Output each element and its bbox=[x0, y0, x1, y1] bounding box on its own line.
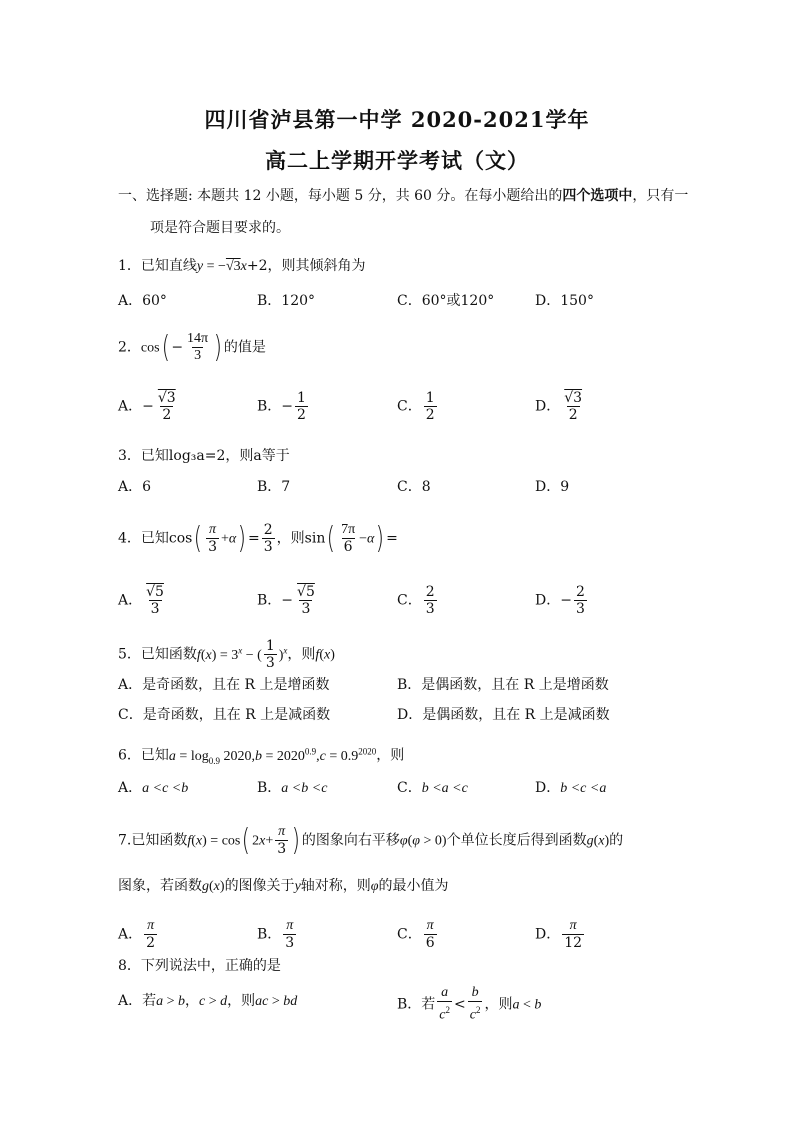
q7-line2-mid: 的图像关于 bbox=[224, 878, 295, 894]
q4-a-num: √5 bbox=[146, 584, 164, 600]
q4-b-minus: − bbox=[281, 592, 294, 609]
q4-b-frac bbox=[295, 584, 317, 617]
q4-6: 6 bbox=[343, 539, 353, 555]
q7-line2-mid2: 轴对称，则 bbox=[300, 878, 371, 894]
q4-plus-alpha: +α bbox=[221, 531, 237, 547]
q7-fx: f(x) = cos bbox=[187, 833, 241, 849]
q4-eq: = bbox=[248, 530, 260, 547]
q2-frac-den: 3 bbox=[194, 348, 202, 363]
q6-option-b[interactable] bbox=[257, 778, 327, 799]
q7-d-num: π bbox=[569, 918, 577, 933]
q1-stem-pre: 1．已知直线 bbox=[118, 258, 197, 274]
q2-b-num: 1 bbox=[297, 390, 306, 406]
section-intro-line2: 项是符合题目要求的。 bbox=[150, 220, 290, 236]
q4-b-num: √5 bbox=[297, 584, 315, 600]
q6-formula: $a = \log_{0.9} 2020,b = 2020^{0.9},c = 0.9^{2020}$ bbox=[168, 746, 377, 766]
q3-option-a[interactable]: A．6 bbox=[118, 479, 152, 495]
q8-b-c2a: $c^2$ bbox=[437, 1001, 452, 1024]
q7-line2-post: 的最小值为 bbox=[378, 878, 449, 894]
q4-stem-post: = bbox=[386, 530, 398, 547]
section-intro-text-b: ，只有一 bbox=[632, 188, 689, 204]
question-1 bbox=[118, 256, 365, 277]
q2-c-den: 2 bbox=[425, 407, 435, 423]
question-5 bbox=[118, 638, 335, 671]
q6-option-a[interactable] bbox=[118, 778, 188, 799]
q4-stem-pre: 4．已知cos bbox=[118, 530, 193, 547]
q4-d-frac bbox=[574, 584, 587, 617]
q8-a-cond1: a > b bbox=[156, 994, 186, 1009]
q2-a-label: A． bbox=[118, 398, 143, 415]
q6-d-label: D． bbox=[535, 780, 561, 796]
q4-option-a[interactable] bbox=[118, 584, 168, 617]
q7-c-frac bbox=[424, 918, 437, 951]
q2-a-minus: − bbox=[142, 398, 154, 415]
q7-option-b[interactable] bbox=[257, 918, 298, 951]
q4-stem-mid: ，则sin bbox=[276, 530, 326, 547]
q7-c-label: C． bbox=[397, 926, 422, 943]
q5-stem-pre: 5．已知函数 bbox=[118, 646, 197, 663]
q4-b-den: 3 bbox=[301, 601, 311, 617]
q7-line2-pre: 图象，若函数 bbox=[118, 878, 202, 894]
q8-b-frac1 bbox=[437, 985, 452, 1024]
q6-c-label: C． bbox=[397, 780, 422, 796]
q5-option-a[interactable]: A．是奇函数，且在 R 上是增函数 bbox=[118, 677, 330, 693]
q1-formula-eq: = − bbox=[203, 259, 226, 274]
exam-title-line2: 高二上学期开学考试（文） bbox=[265, 148, 529, 173]
q4-paren-l1: ( bbox=[194, 520, 203, 556]
q1-formula-x: x bbox=[240, 259, 247, 274]
q8-b-c2b: $c^2$ bbox=[468, 1001, 483, 1024]
q4-3: 3 bbox=[208, 539, 218, 555]
q2-c-num: 1 bbox=[425, 390, 435, 406]
q2-d-frac bbox=[562, 390, 584, 423]
q2-b-label: B． bbox=[257, 398, 282, 415]
q1-option-c[interactable]: C．60°或120° bbox=[397, 293, 495, 309]
q3-option-b[interactable]: B．7 bbox=[257, 479, 291, 495]
q6-option-d[interactable] bbox=[535, 778, 606, 799]
q8-a-pre: A．若 bbox=[118, 993, 157, 1009]
q1-option-d[interactable]: D．150° bbox=[535, 293, 594, 309]
q8-b-a: a bbox=[441, 985, 449, 1000]
q2-fraction bbox=[185, 331, 210, 364]
q7-stem-pre: 7.已知函数 bbox=[118, 832, 188, 849]
q4-frac-7pi6 bbox=[339, 522, 357, 555]
section-intro bbox=[118, 186, 688, 206]
q7-a-den: 2 bbox=[146, 935, 156, 951]
q2-b-frac bbox=[295, 390, 308, 423]
q4-paren-r1: ) bbox=[238, 520, 247, 556]
q7-b-den: 3 bbox=[285, 935, 295, 951]
q7-frac bbox=[275, 824, 288, 857]
q6-a-label: A． bbox=[118, 780, 143, 796]
q7-stem-mid: 的图象向右平移 bbox=[301, 832, 400, 849]
q4-b-label: B． bbox=[257, 592, 282, 609]
q7-b-frac bbox=[283, 918, 296, 951]
q8-option-a[interactable] bbox=[118, 991, 297, 1012]
q5-stem-post: ，则 bbox=[287, 646, 316, 663]
q7-paren-l: ( bbox=[242, 822, 251, 858]
q7-c-num: π bbox=[426, 918, 434, 933]
q8-a-cond2: c > d bbox=[199, 994, 228, 1009]
q7-option-a[interactable] bbox=[118, 918, 159, 951]
q4-c-den: 3 bbox=[425, 601, 435, 617]
q2-frac-num: 14π bbox=[187, 331, 209, 346]
q4-3b: 3 bbox=[263, 539, 273, 555]
q7-gx2: g(x) bbox=[202, 879, 225, 894]
q8-option-b[interactable] bbox=[397, 985, 541, 1024]
q2-option-d[interactable] bbox=[535, 390, 586, 423]
q2-d-label: D． bbox=[535, 398, 561, 415]
q7-b-label: B． bbox=[257, 926, 282, 943]
q7-frac-num: π bbox=[278, 824, 286, 839]
q4-a-label: A． bbox=[118, 592, 143, 609]
q7-phi2: φ bbox=[370, 879, 379, 894]
q5-option-c[interactable]: C．是奇函数，且在 R 上是减函数 bbox=[118, 707, 331, 723]
q2-c-label: C． bbox=[397, 398, 422, 415]
q7-c-den: 6 bbox=[425, 935, 435, 951]
q8-b-result: a < b bbox=[512, 997, 542, 1013]
q7-a-frac bbox=[144, 918, 157, 951]
q4-c-num: 2 bbox=[425, 584, 435, 600]
q4-2: 2 bbox=[263, 522, 273, 538]
q6-b-math: a <b <c bbox=[281, 781, 328, 796]
q2-a-num: √3 bbox=[157, 390, 176, 406]
question-7-line2 bbox=[118, 876, 449, 897]
q7-a-num: π bbox=[147, 918, 155, 933]
q8-b-post: ，则 bbox=[484, 996, 513, 1013]
q2-minus: − bbox=[171, 339, 184, 356]
q2-a-frac bbox=[156, 390, 178, 423]
q2-b-minus: − bbox=[281, 398, 294, 415]
q7-y: y bbox=[294, 879, 301, 894]
q2-stem-post: 的值是 bbox=[223, 339, 266, 356]
q4-c-label: C． bbox=[397, 592, 422, 609]
q1-formula-plus2: +2 bbox=[246, 258, 268, 274]
q6-stem-pre: 6．已知 bbox=[118, 747, 169, 764]
q8-a-mid2: ，则 bbox=[227, 993, 256, 1009]
q4-minus-alpha: −α bbox=[359, 531, 375, 547]
q4-a-frac bbox=[144, 584, 166, 617]
section-intro-text-a: 一、选择题: 本题共 12 小题，每小题 5 分，共 60 分。在每小题给出的 bbox=[118, 188, 563, 204]
q2-b-den: 2 bbox=[297, 407, 306, 423]
q6-stem-post: ，则 bbox=[376, 747, 405, 764]
q2-a-den: 2 bbox=[162, 407, 172, 423]
q1-stem-post: ，则其倾斜角为 bbox=[267, 258, 366, 274]
q7-option-d[interactable] bbox=[535, 918, 586, 951]
q5-frac-den: 3 bbox=[265, 655, 275, 671]
question-2 bbox=[118, 331, 266, 364]
q2-option-a[interactable] bbox=[118, 390, 180, 423]
q4-paren-r2: ) bbox=[376, 520, 385, 556]
q7-paren-r: ) bbox=[291, 822, 301, 858]
q8-a-mid: ， bbox=[185, 993, 200, 1009]
q7-2x: 2x+ bbox=[252, 833, 274, 849]
q5-option-b[interactable]: B．是偶函数，且在 R 上是增函数 bbox=[397, 677, 609, 693]
question-3: 3．已知log₃a=2，则a等于 bbox=[118, 448, 290, 464]
q4-option-d[interactable] bbox=[535, 584, 589, 617]
q2-stem-pre: 2． bbox=[118, 339, 141, 356]
q3-option-d[interactable]: D．9 bbox=[535, 479, 570, 495]
q4-d-num: 2 bbox=[575, 584, 585, 600]
exam-title-line1: 四川省泸县第一中学 2020-2021学年 bbox=[204, 107, 590, 132]
q2-c-frac bbox=[424, 390, 437, 423]
q5-formula: $f(x) = 3^x$ − ( bbox=[196, 644, 262, 663]
q8-b-lt: < bbox=[454, 996, 466, 1013]
q2-paren-left: ( bbox=[161, 329, 170, 365]
q4-pi: π bbox=[209, 522, 217, 537]
q7-a-label: A． bbox=[118, 926, 143, 943]
q7-d-den: 12 bbox=[564, 935, 583, 951]
q2-option-c[interactable] bbox=[397, 390, 439, 423]
q3-option-c[interactable]: C．8 bbox=[397, 479, 431, 495]
q8-b-pre: B．若 bbox=[397, 996, 436, 1013]
q5-formula-tail: )$^x$ bbox=[278, 644, 288, 663]
q6-a-math: a <c <b bbox=[142, 781, 189, 796]
q7-phi: φ(φ > 0) bbox=[399, 833, 447, 849]
q5-frac bbox=[264, 638, 277, 671]
q7-stem-post: 的 bbox=[609, 832, 624, 849]
q7-stem-mid2: 个单位长度后得到函数 bbox=[446, 832, 587, 849]
q6-option-c[interactable] bbox=[397, 778, 468, 799]
q7-gx: g(x) bbox=[586, 833, 610, 849]
q4-d-label: D． bbox=[535, 592, 561, 609]
q8-b-frac2 bbox=[468, 985, 483, 1024]
q2-option-b[interactable] bbox=[257, 390, 310, 423]
q4-option-b[interactable] bbox=[257, 584, 319, 617]
q7-b-num: π bbox=[286, 918, 294, 933]
q7-d-frac bbox=[562, 918, 584, 951]
q8-b-b: b bbox=[471, 985, 479, 1000]
q5-frac-num: 1 bbox=[265, 638, 275, 654]
q6-b-label: B． bbox=[257, 780, 282, 796]
q1-option-b[interactable]: B．120° bbox=[257, 293, 316, 309]
q4-paren-l2: ( bbox=[327, 520, 336, 556]
section-intro-bold: 四个选项中 bbox=[562, 188, 633, 204]
q1-formula: y bbox=[196, 259, 204, 274]
q5-option-d[interactable]: D．是偶函数，且在 R 上是减函数 bbox=[397, 707, 610, 723]
q4-d-den: 3 bbox=[575, 601, 585, 617]
q2-d-den: 2 bbox=[568, 407, 578, 423]
q4-d-minus: − bbox=[560, 592, 572, 609]
q8-a-result: ac > bd bbox=[255, 994, 298, 1009]
q7-frac-den: 3 bbox=[277, 841, 287, 857]
question-6 bbox=[118, 741, 404, 770]
q7-d-label: D． bbox=[535, 926, 561, 943]
q5-fx: f(x) bbox=[315, 647, 335, 663]
q4-7pi: 7π bbox=[341, 522, 356, 537]
q4-frac-23 bbox=[262, 522, 275, 555]
q4-c-frac bbox=[424, 584, 437, 617]
q4-a-den: 3 bbox=[150, 601, 160, 617]
q1-sqrt3: √3 bbox=[225, 259, 241, 274]
q4-frac-pi3 bbox=[206, 522, 219, 555]
q2-d-num: √3 bbox=[564, 390, 583, 406]
q2-cos: cos bbox=[140, 340, 160, 356]
q6-d-math: b <c <a bbox=[560, 781, 607, 796]
q1-option-a[interactable]: A．60° bbox=[118, 293, 167, 309]
q7-option-c[interactable] bbox=[397, 918, 439, 951]
q6-c-math: b <a <c bbox=[421, 781, 468, 796]
question-7 bbox=[118, 824, 623, 857]
question-4 bbox=[118, 522, 398, 555]
question-8: 8．下列说法中，正确的是 bbox=[118, 958, 281, 974]
q2-paren-right: ) bbox=[213, 329, 223, 365]
q4-option-c[interactable] bbox=[397, 584, 439, 617]
